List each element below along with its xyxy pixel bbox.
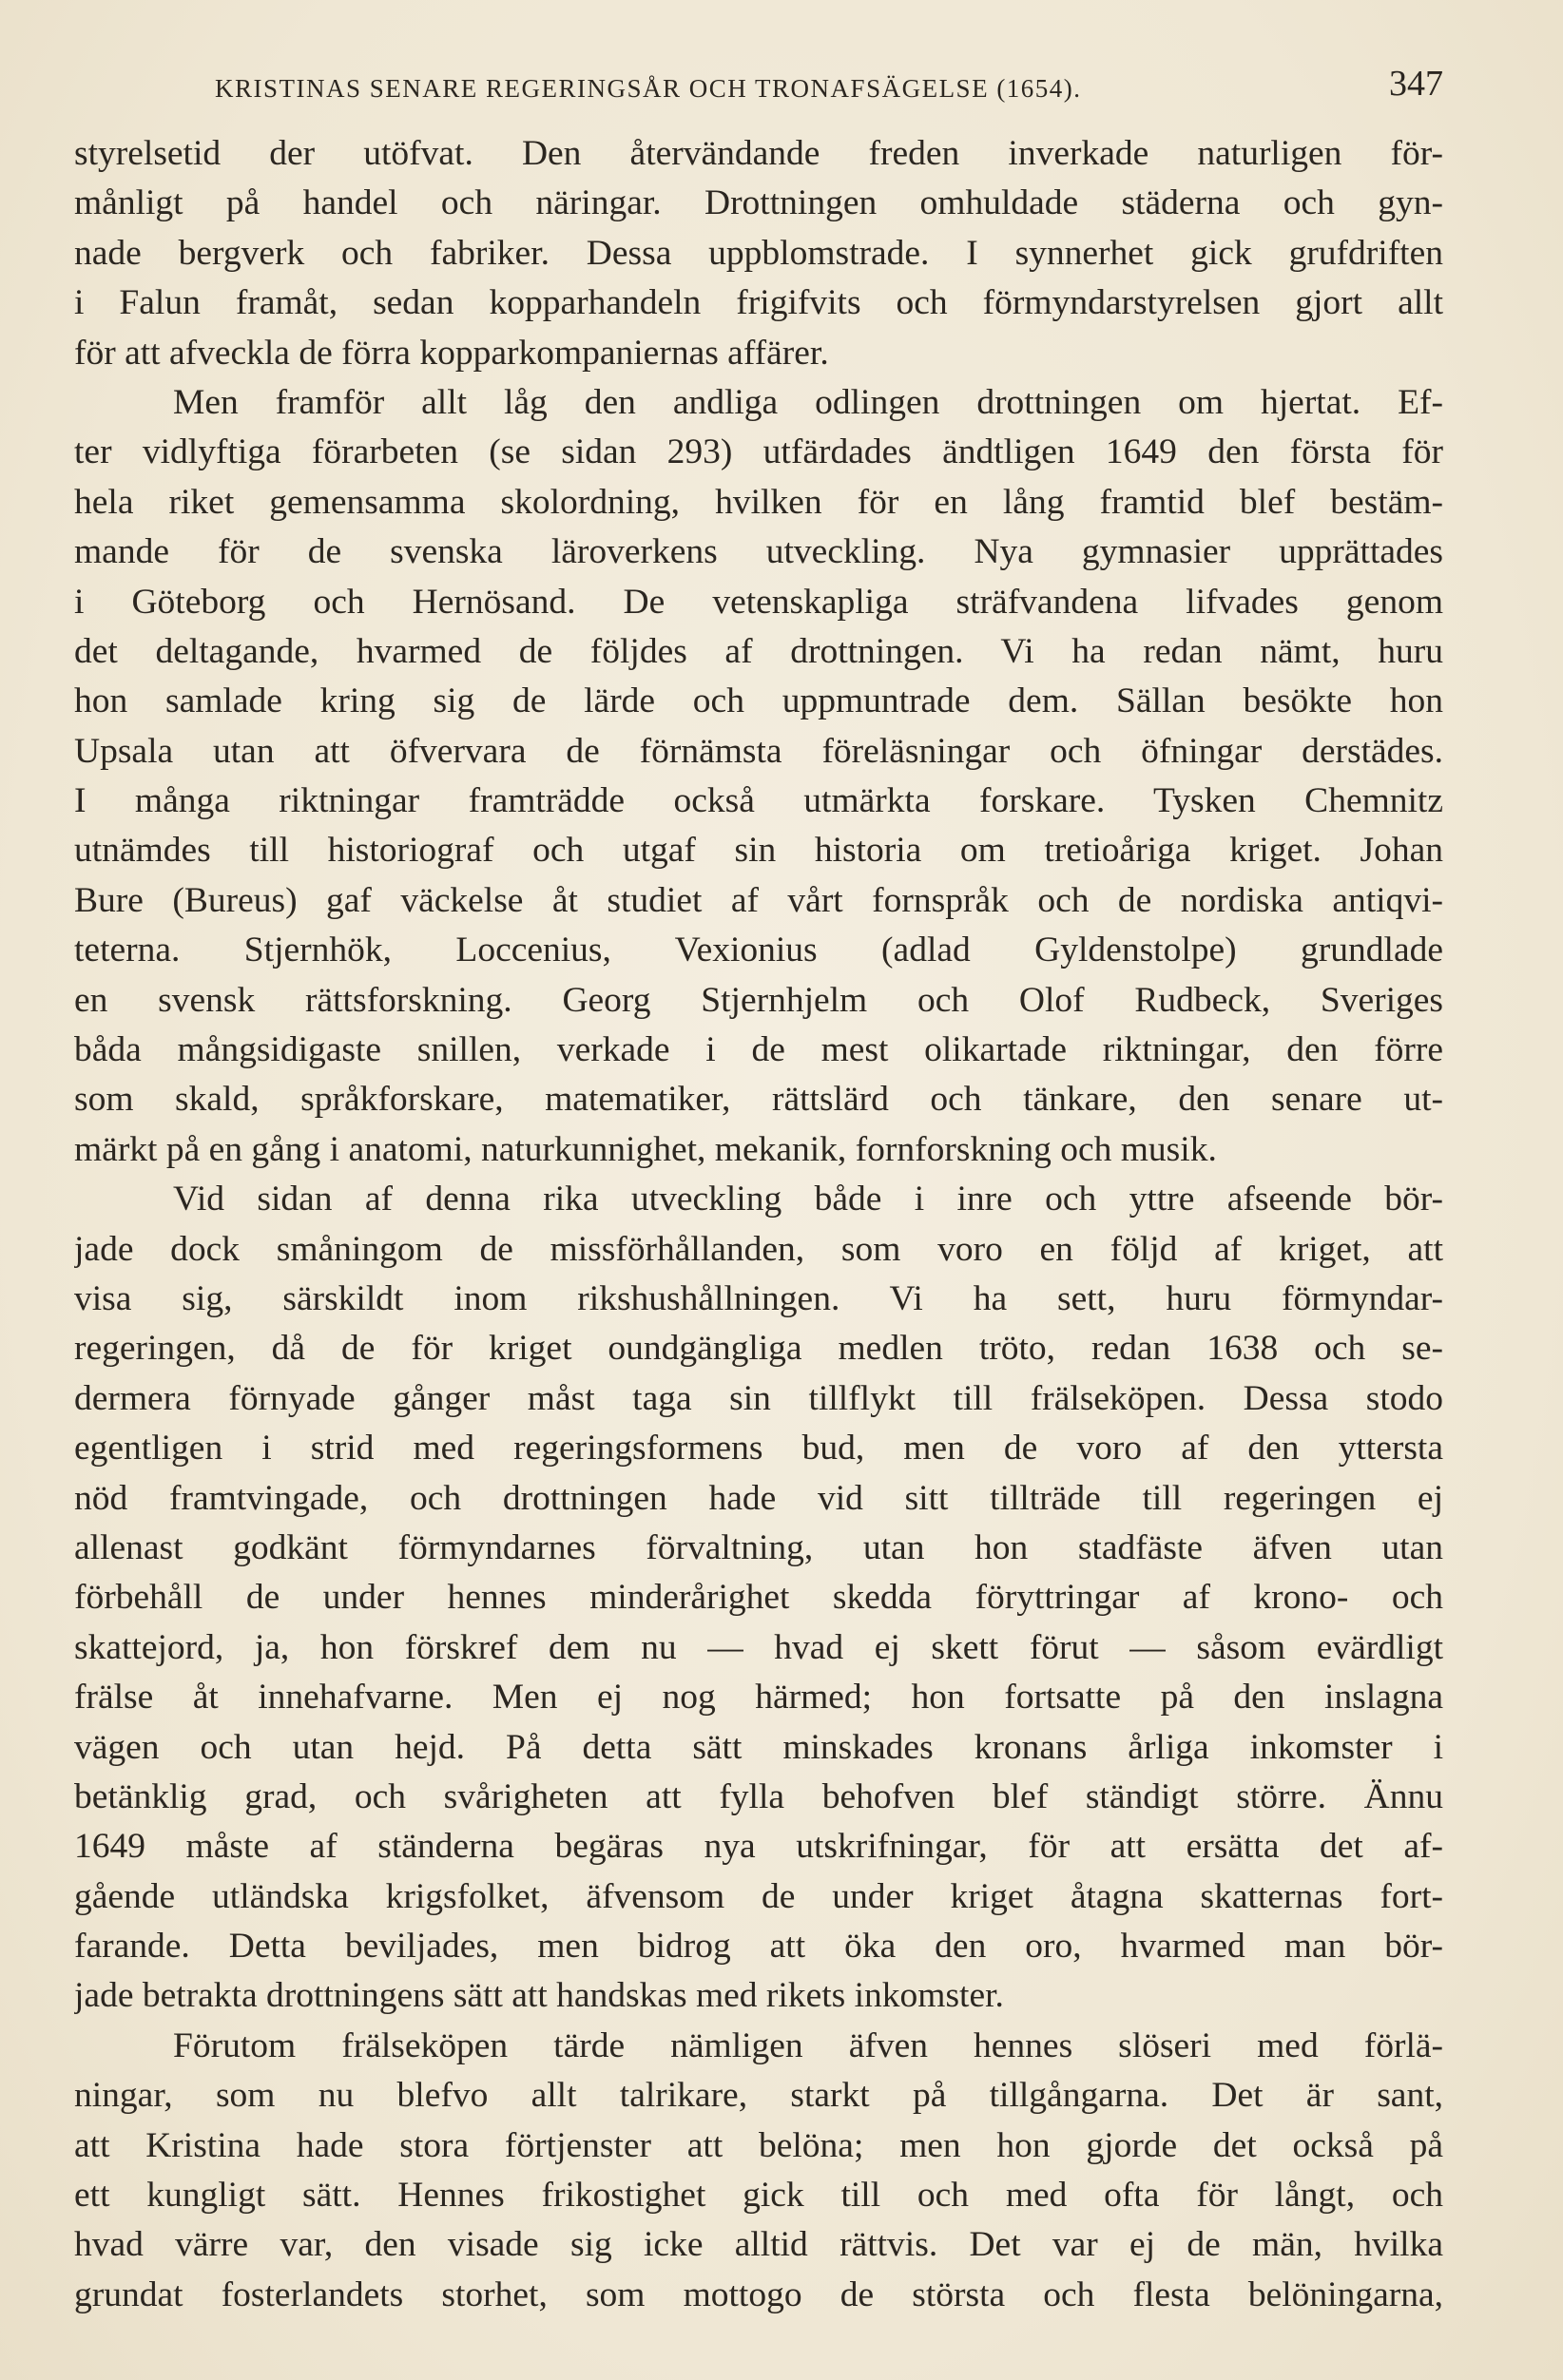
text-line: Förutom frälseköpen tärde nämligen äfven hennes slöseri med förlä- <box>173 2025 1443 2065</box>
text-line: Bure (Bureus) gaf väckelse åt studiet af vårt fornspråk och de nordiska antiqvi- <box>74 880 1443 920</box>
text-line: en svensk rättsforskning. Georg Stjernhjelm och Olof Rudbeck, Sveriges <box>74 980 1443 1020</box>
text-line: nade bergverk och fabriker. Dessa uppblomstrade. I synnerhet gick grufdriften <box>74 233 1443 273</box>
text-line: farande. Detta beviljades, men bidrog att öka den oro, hvarmed man bör- <box>74 1927 1443 1967</box>
text-line: som skald, språkforskare, matematiker, rättslärd och tänkare, den senare ut- <box>74 1080 1443 1120</box>
text-line: betänklig grad, och svårigheten att fylla behofven blef ständigt större. Ännu <box>74 1776 1443 1816</box>
page-header <box>215 63 1443 120</box>
text-line: båda mångsidigaste snillen, verkade i de mest olikartade riktningar, den förre <box>74 1030 1443 1070</box>
text-line: Vid sidan af denna rika utveckling både i inre och yttre afseende bör- <box>173 1180 1443 1219</box>
text-line: ter vidlyftiga förarbeten (se sidan 293) utfärdades ändtligen 1649 den första för <box>74 432 1443 472</box>
text-line: utnämdes till historiograf och utgaf sin historia om tretioåriga kriget. Johan <box>74 831 1443 871</box>
text-line: förbehåll de under hennes minderårighet skedda föryttringar af krono- och <box>74 1578 1443 1618</box>
text-line: jade dock småningom de missförhållanden, som voro en följd af kriget, att <box>74 1229 1443 1269</box>
text-line: Upsala utan att öfvervara de förnämsta föreläsningar och öfningar derstädes. <box>74 731 1443 771</box>
text-line: gående utländska krigsfolket, äfvensom de under kriget åtagna skatternas fort- <box>74 1876 1443 1916</box>
page-number: 347 <box>1389 64 1443 104</box>
text-line: skattejord, ja, hon förskref dem nu — hvad ej skett förut — såsom evärdligt <box>74 1627 1443 1667</box>
text-line: dermera förnyade gånger måst taga sin tillflykt till frälseköpen. Dessa stodo <box>74 1378 1443 1418</box>
text-line: I många riktningar framträdde också utmärkta forskare. Tysken Chemnitz <box>74 781 1443 821</box>
text-line: det deltagande, hvarmed de följdes af drottningen. Vi ha redan nämt, huru <box>74 631 1443 671</box>
text-line: teterna. Stjernhök, Loccenius, Vexionius (adlad Gyldenstolpe) grundlade <box>74 931 1443 970</box>
text-line: vägen och utan hejd. På detta sätt minskades kronans årliga inkomster i <box>74 1727 1443 1767</box>
text-line: frälse åt innehafvarne. Men ej nog härmed; hon fortsatte på den inslagna <box>74 1678 1443 1718</box>
running-title: KRISTINAS SENARE REGERINGSÅR OCH TRONAFSÄGELSE (1654). <box>215 74 1082 103</box>
text-line: märkt på en gång i anatomi, naturkunnighet, mekanik, fornforskning och musik. <box>74 1129 1217 1169</box>
body-text <box>74 129 1443 2320</box>
text-line: att Kristina hade stora förtjenster att belöna; men hon gjorde det också på <box>74 2125 1443 2165</box>
text-line: för att afveckla de förra kopparkompaniernas affärer. <box>74 333 829 373</box>
text-line: hon samlade kring sig de lärde och uppmuntrade dem. Sällan besökte hon <box>74 681 1443 721</box>
text-line: styrelsetid der utöfvat. Den återvändande freden inverkade naturligen för- <box>74 134 1443 173</box>
text-line: mande för de svenska läroverkens utveckling. Nya gymnasier upprättades <box>74 532 1443 572</box>
text-line: grundat fosterlandets storhet, som mottogo de största och flesta belöningarna, <box>74 2274 1443 2314</box>
text-line: i Göteborg och Hernösand. De vetenskapliga sträfvandena lifvades genom <box>74 582 1443 622</box>
text-line: månligt på handel och näringar. Drottningen omhuldade städerna och gyn- <box>74 183 1443 223</box>
text-line: visa sig, särskildt inom rikshushållningen. Vi ha sett, huru förmyndar- <box>74 1278 1443 1318</box>
text-line: hela riket gemensamma skolordning, hvilken för en lång framtid blef bestäm- <box>74 482 1443 522</box>
text-line: nöd framtvingade, och drottningen hade vid sitt tillträde till regeringen ej <box>74 1478 1443 1518</box>
text-line: ett kungligt sätt. Hennes frikostighet gick till och med ofta för långt, och <box>74 2176 1443 2216</box>
text-line: regeringen, då de för kriget oundgängliga medlen tröto, redan 1638 och se- <box>74 1329 1443 1369</box>
text-line: Men framför allt låg den andliga odlingen drottningen om hjertat. Ef- <box>173 382 1443 422</box>
text-line: ningar, som nu blefvo allt talrikare, starkt på tillgångarna. Det är sant, <box>74 2076 1443 2116</box>
text-line: 1649 måste af ständerna begäras nya utskrifningar, för att ersätta det af- <box>74 1827 1443 1867</box>
text-line: egentligen i strid med regeringsformens bud, men de voro af den yttersta <box>74 1429 1443 1468</box>
text-line: hvad värre var, den visade sig icke alltid rättvis. Det var ej de män, hvilka <box>74 2225 1443 2265</box>
text-line: i Falun framåt, sedan kopparhandeln frigifvits och förmyndarstyrelsen gjort allt <box>74 283 1443 323</box>
text-line: jade betrakta drottningens sätt att handskas med rikets inkomster. <box>74 1976 1004 2016</box>
text-line: allenast godkänt förmyndarnes förvaltning, utan hon stadfäste äfven utan <box>74 1527 1443 1567</box>
